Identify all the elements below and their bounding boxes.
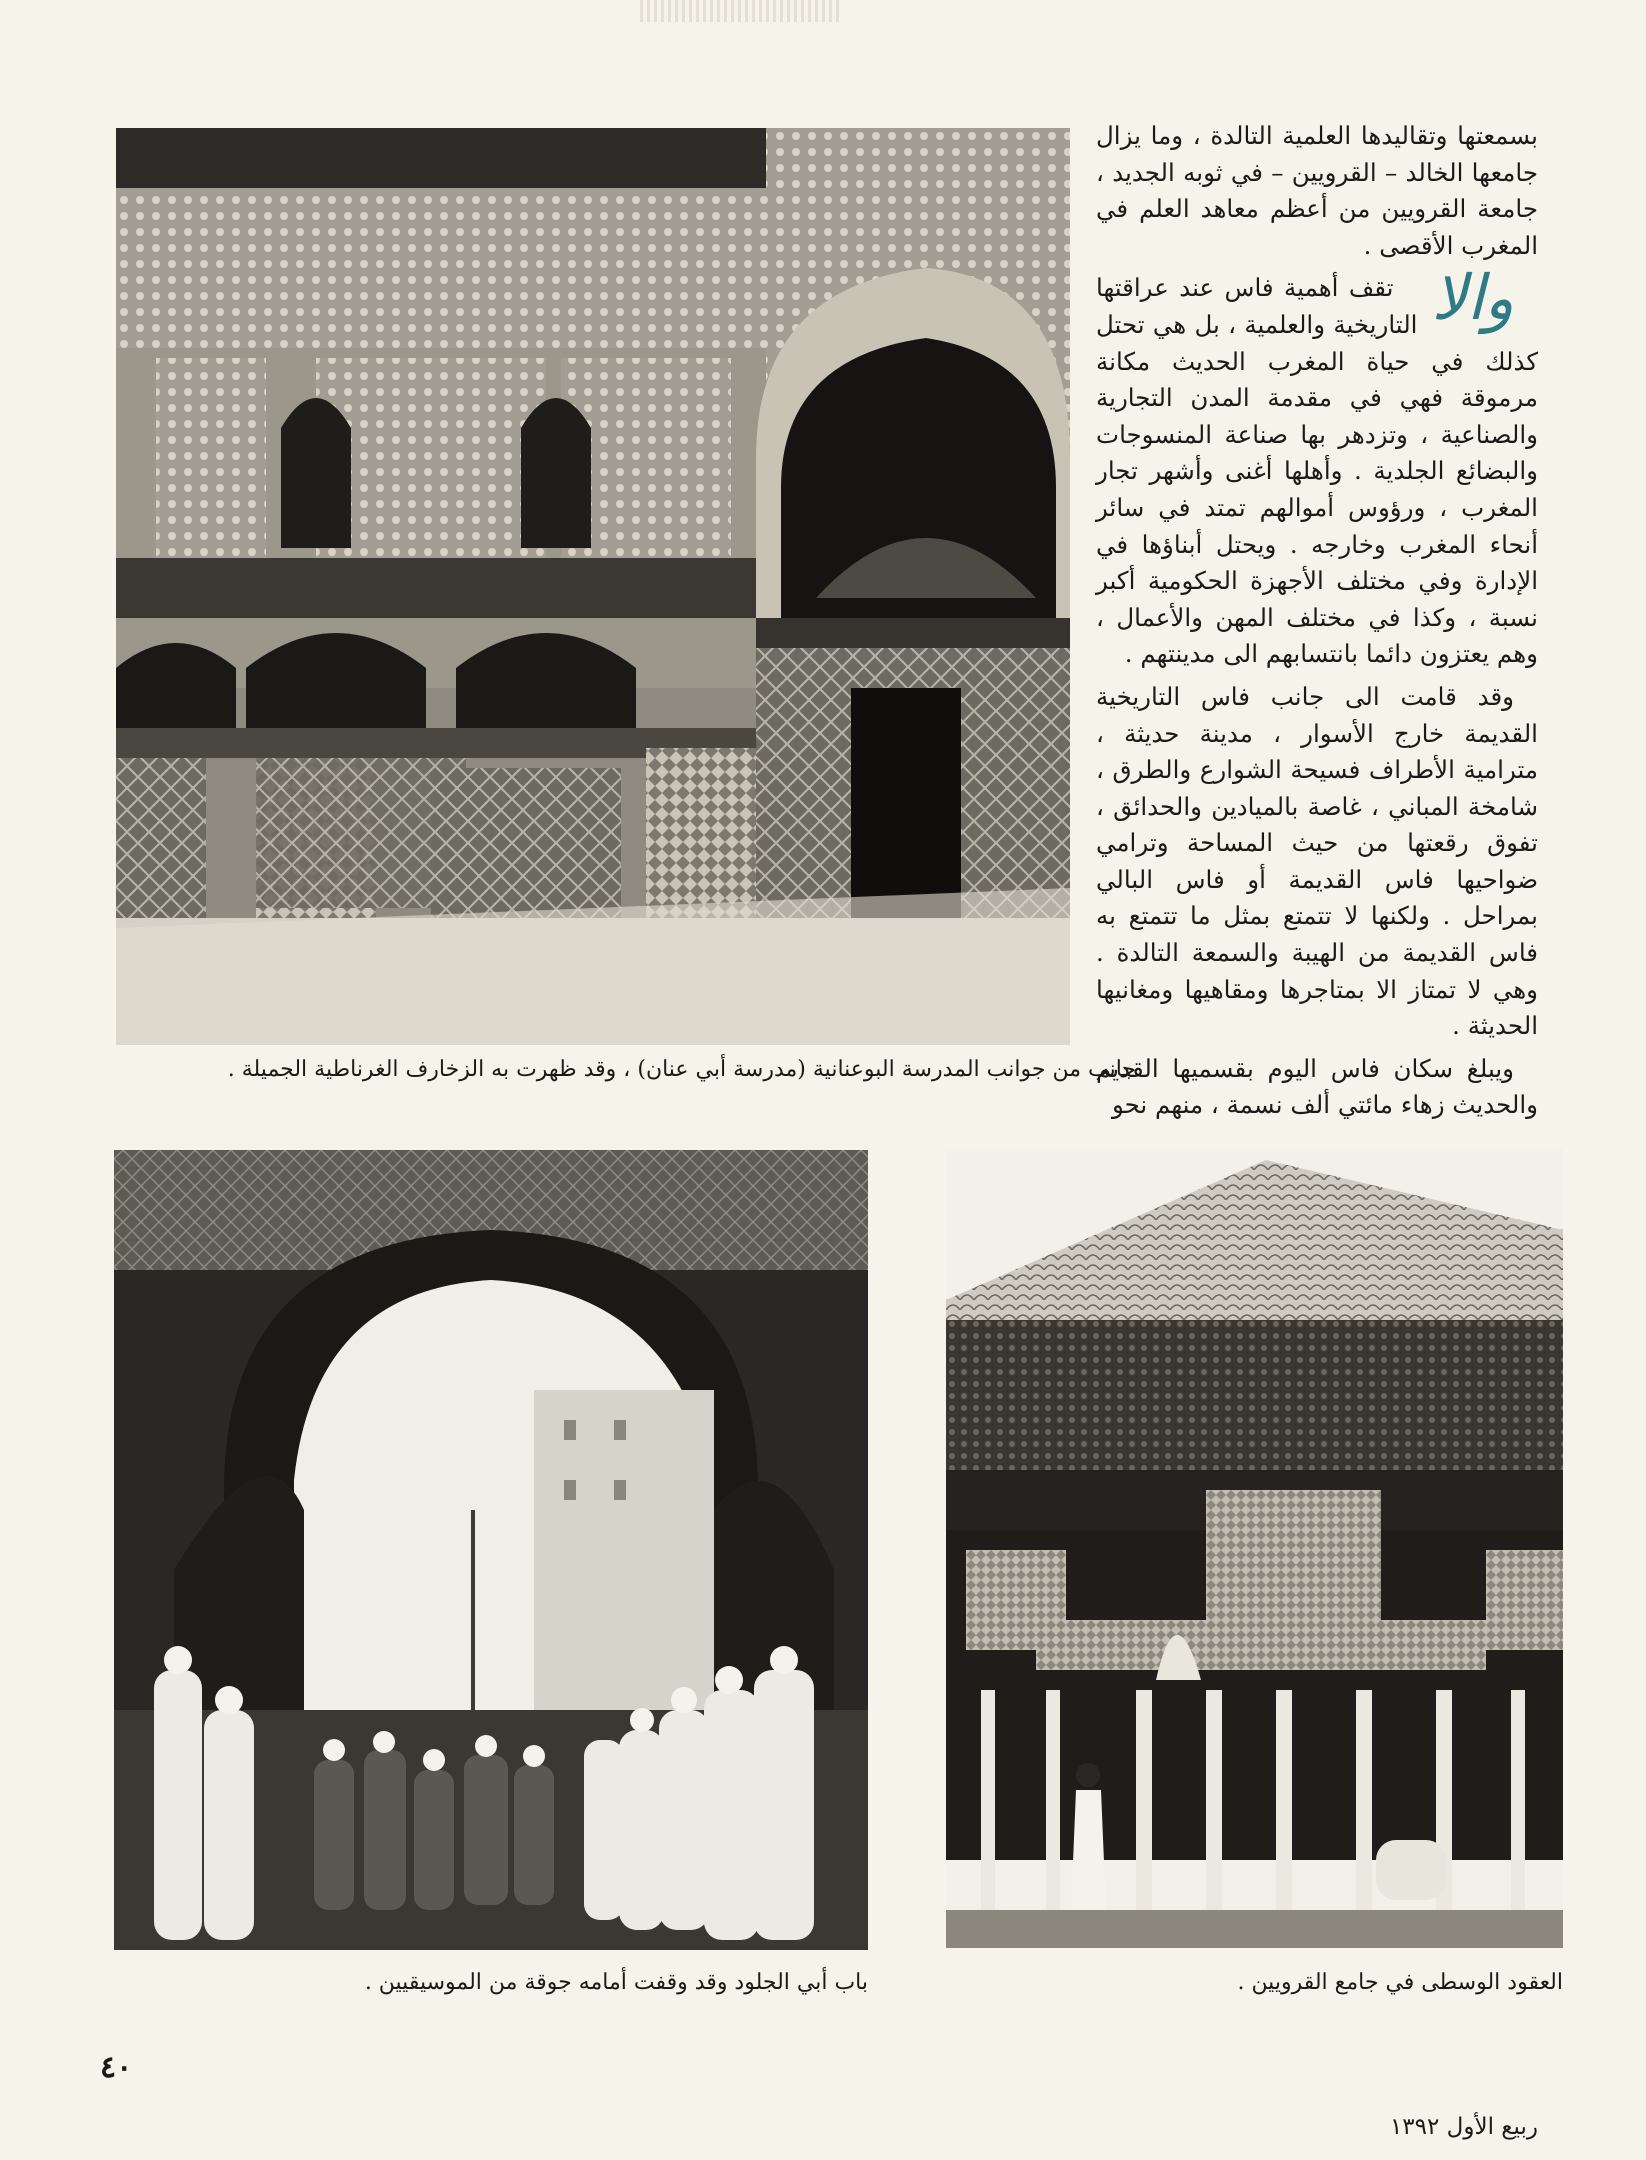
scan-smudge: [640, 0, 840, 22]
issue-date: ربيع الأول ١٣٩٢: [1389, 2114, 1538, 2140]
caption-qarawiyyin: العقود الوسطى في جامع القرويين .: [1237, 1970, 1563, 1995]
caption-madrasa: جانب من جوانب المدرسة البوعنانية (مدرسة أبي عنان) ، وقد ظهرت به الزخارف الغرناطية الجميلة .: [227, 1057, 1136, 1082]
photo-bab-boujloud: [114, 1150, 868, 1950]
paragraph-2-text: تقف أهمية فاس عند عراقتها التاريخية والعلمية ، بل هي تحتل كذلك في حياة المغرب الحديث مكانة مرموقة فهي في مقدمة المدن التجارية والصناعية ، وتزدهر بها صناعة المنسوجات والبضائع الجلدية . وأهلها أغنى وأشهر تجار المغرب ، ورؤوس أموالهم تمتد في سائر أنحاء المغرب وخارجه . ويحتل أبناؤها في الإدارة وفي مختلف الأجهزة الحكومية أكبر نسبة ، وكذا في مختلف المهن والأعمال ، وهم يعتزون دائما بانتسابهم الى مدينتهم .: [1096, 273, 1538, 669]
paragraph-3: وقد قامت الى جانب فاس التاريخية القديمة خارج الأسوار ، مدينة حديثة ، مترامية الأطراف فسيحة الشوارع والطرق ، شامخة المباني ، غاصة بالميادين والحدائق ، تفوق رقعتها من حيث المساحة وترامي ضواحيها فاس القديمة أو فاس البالي بمراحل . ولكنها لا تتمتع بمثل ما تتمتع به فاس القديمة من الهيبة والسمعة التالدة . وهي لا تمتاز الا بمتاجرها ومقاهيها ومغانيها الحديثة .: [1096, 681, 1538, 1041]
page-number: ٤٠: [100, 2050, 133, 2085]
photo-bou-inania-madrasa: [116, 128, 1070, 1045]
photo-qarawiyyin-arches: [946, 1150, 1563, 1948]
caption-bab-boujloud: باب أبي الجلود وقد وقفت أمامه جوقة من الموسيقيين .: [364, 1970, 868, 1995]
article-body: [1096, 118, 1538, 1130]
paragraph-4: ويبلغ سكان فاس اليوم بقسميها القديم والحديث زهاء مائتي ألف نسمة ، منهم نحو: [1096, 1053, 1538, 1120]
dropcap-logo: والا: [1431, 261, 1514, 335]
paragraph-1: بسمعتها وتقاليدها العلمية التالدة ، وما يزال جامعها الخالد – القرويين – في ثوبه الجديد ، جامعة القرويين من أعظم معاهد العلم في المغرب الأقصى .: [1096, 121, 1538, 260]
paragraph-2: [1096, 261, 1538, 673]
